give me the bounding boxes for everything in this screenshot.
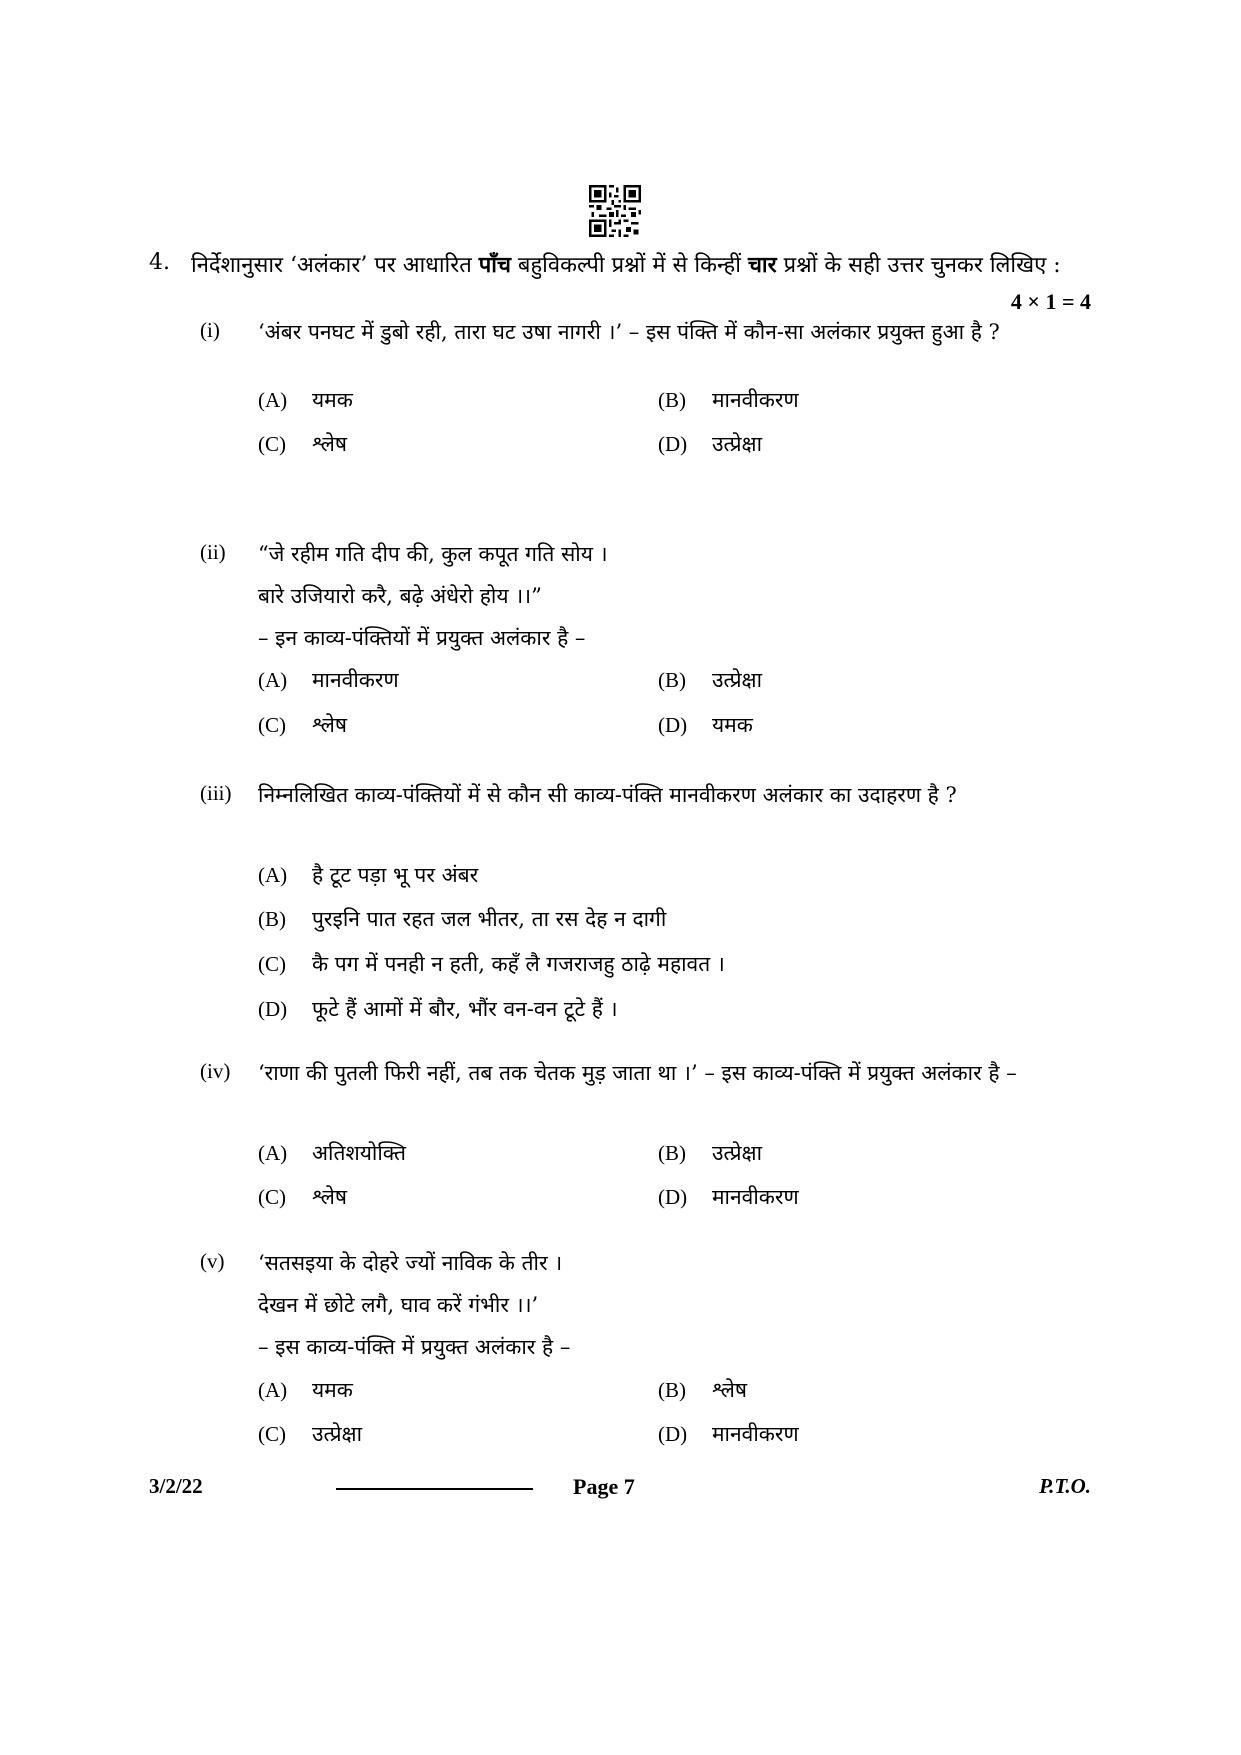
page-number: Page 7 [573, 1474, 635, 1499]
option-letter: (C) [258, 713, 286, 737]
option-a [258, 666, 399, 694]
option-a [258, 1139, 406, 1167]
instruction-text: निर्देशानुसार ‘अलंकार’ पर आधारित [191, 253, 479, 278]
question-number: 4. [149, 250, 170, 275]
option-a [258, 386, 353, 414]
subquestion-prompt: – इस काव्य-पंक्ति में प्रयुक्त अलंकार है – [258, 1335, 571, 1359]
question-instructions [191, 244, 1091, 287]
option-text: यमक [312, 1378, 353, 1402]
option-text: यमक [312, 388, 353, 412]
option-letter: (A) [258, 1141, 288, 1165]
option-b [658, 1139, 762, 1167]
option-text: फूटे हैं आमों में बौर, भौंर वन-वन टूटे हैं । [312, 997, 618, 1021]
paper-code: 3/2/22 [149, 1474, 203, 1498]
option-letter: (A) [258, 668, 288, 692]
marks-allocation: 4 × 1 = 4 [1010, 289, 1091, 314]
option-letter: (D) [258, 997, 288, 1021]
option-b [658, 666, 762, 694]
option-letter: (B) [658, 388, 686, 412]
option-letter: (B) [258, 907, 286, 931]
option-text: मानवीकरण [712, 1185, 799, 1209]
option-c [258, 950, 725, 978]
option-d [658, 711, 753, 739]
verse-line-1: ‘सतसइया के दोहरे ज्यों नाविक के तीर । [258, 1251, 563, 1275]
instruction-bold-count: पाँच [478, 252, 511, 278]
option-d [658, 430, 762, 458]
option-c [258, 1420, 362, 1448]
option-d [658, 1420, 799, 1448]
option-letter: (C) [258, 432, 286, 456]
option-c [258, 711, 347, 739]
option-a [258, 1376, 353, 1404]
option-text: मानवीकरण [312, 668, 399, 692]
option-c [258, 1183, 347, 1211]
option-text: उत्प्रेक्षा [712, 668, 763, 692]
option-letter: (D) [658, 713, 688, 737]
option-letter: (A) [258, 1378, 288, 1402]
option-letter: (B) [658, 1378, 686, 1402]
option-letter: (B) [658, 668, 686, 692]
please-turn-over: P.T.O. [1039, 1474, 1091, 1498]
option-text: उत्प्रेक्षा [712, 432, 763, 456]
option-text: श्लेष [312, 1185, 348, 1209]
option-text: श्लेष [312, 432, 348, 456]
option-text: श्लेष [712, 1378, 748, 1402]
option-letter: (D) [658, 1422, 688, 1446]
option-text: श्लेष [312, 713, 348, 737]
option-letter: (A) [258, 863, 288, 887]
subquestion-label: (iv) [200, 1059, 231, 1083]
option-d [258, 995, 618, 1023]
option-b [658, 1376, 747, 1404]
option-a [258, 861, 478, 889]
option-letter: (D) [658, 432, 688, 456]
option-letter: (C) [258, 952, 286, 976]
subquestion-label: (iii) [200, 781, 232, 805]
option-b [258, 905, 666, 933]
option-b [658, 386, 799, 414]
subquestion-label: (i) [200, 318, 220, 342]
instruction-text: प्रश्नों के सही उत्तर चुनकर लिखिए : [776, 253, 1061, 278]
verse-line-1: “जे रहीम गति दीप की, कुल कपूत गति सोय । [258, 542, 608, 566]
option-text: पुरइनि पात रहत जल भीतर, ता रस देह न दागी [312, 907, 667, 931]
option-text: मानवीकरण [712, 1422, 799, 1446]
instruction-bold-count: चार [747, 252, 777, 278]
option-text: है टूट पड़ा भू पर अंबर [312, 863, 479, 887]
option-c [258, 430, 347, 458]
option-d [658, 1183, 799, 1211]
subquestion-label: (v) [200, 1249, 225, 1273]
verse-line-2: देखन में छोटे लगै, घाव करें गंभीर ।।’ [258, 1293, 539, 1317]
option-text: यमक [712, 713, 753, 737]
verse-line-2: बारे उजियारो करै, बढ़े अंधेरो होय ।।” [258, 584, 542, 608]
option-text: उत्प्रेक्षा [312, 1422, 363, 1446]
option-letter: (D) [658, 1185, 688, 1209]
option-text: अतिशयोक्ति [312, 1141, 407, 1165]
subquestion-text: ‘राणा की पुतली फिरी नहीं, तब तक चेतक मुड़ जाता था ।’ – इस काव्य-पंक्ति में प्रयुक्त अलंकार है – [258, 1061, 1017, 1085]
subquestion-prompt: – इन काव्य-पंक्तियों में प्रयुक्त अलंकार है – [258, 626, 586, 650]
option-letter: (C) [258, 1185, 286, 1209]
option-text: उत्प्रेक्षा [712, 1141, 763, 1165]
option-text: कै पग में पनही न हती, कहँ लै गजराजहु ठाढ़े महावत । [312, 952, 725, 976]
subquestion-text: निम्नलिखित काव्य-पंक्तियों में से कौन सी काव्य-पंक्ति मानवीकरण अलंकार का उदाहरण है ? [258, 783, 957, 807]
option-letter: (C) [258, 1422, 286, 1446]
qr-code-icon [589, 185, 641, 237]
subquestion-label: (ii) [200, 540, 226, 564]
instruction-text: बहुविकल्पी प्रश्नों में से किन्हीं [510, 253, 748, 278]
option-letter: (A) [258, 388, 288, 412]
option-text: मानवीकरण [712, 388, 799, 412]
option-letter: (B) [658, 1141, 686, 1165]
footer-divider [336, 1488, 533, 1490]
subquestion-text: ‘अंबर पनघट में डुबो रही, तारा घट उषा नागरी ।’ – इस पंक्ति में कौन-सा अलंकार प्रयुक्त हुआ है ? [258, 320, 1000, 344]
